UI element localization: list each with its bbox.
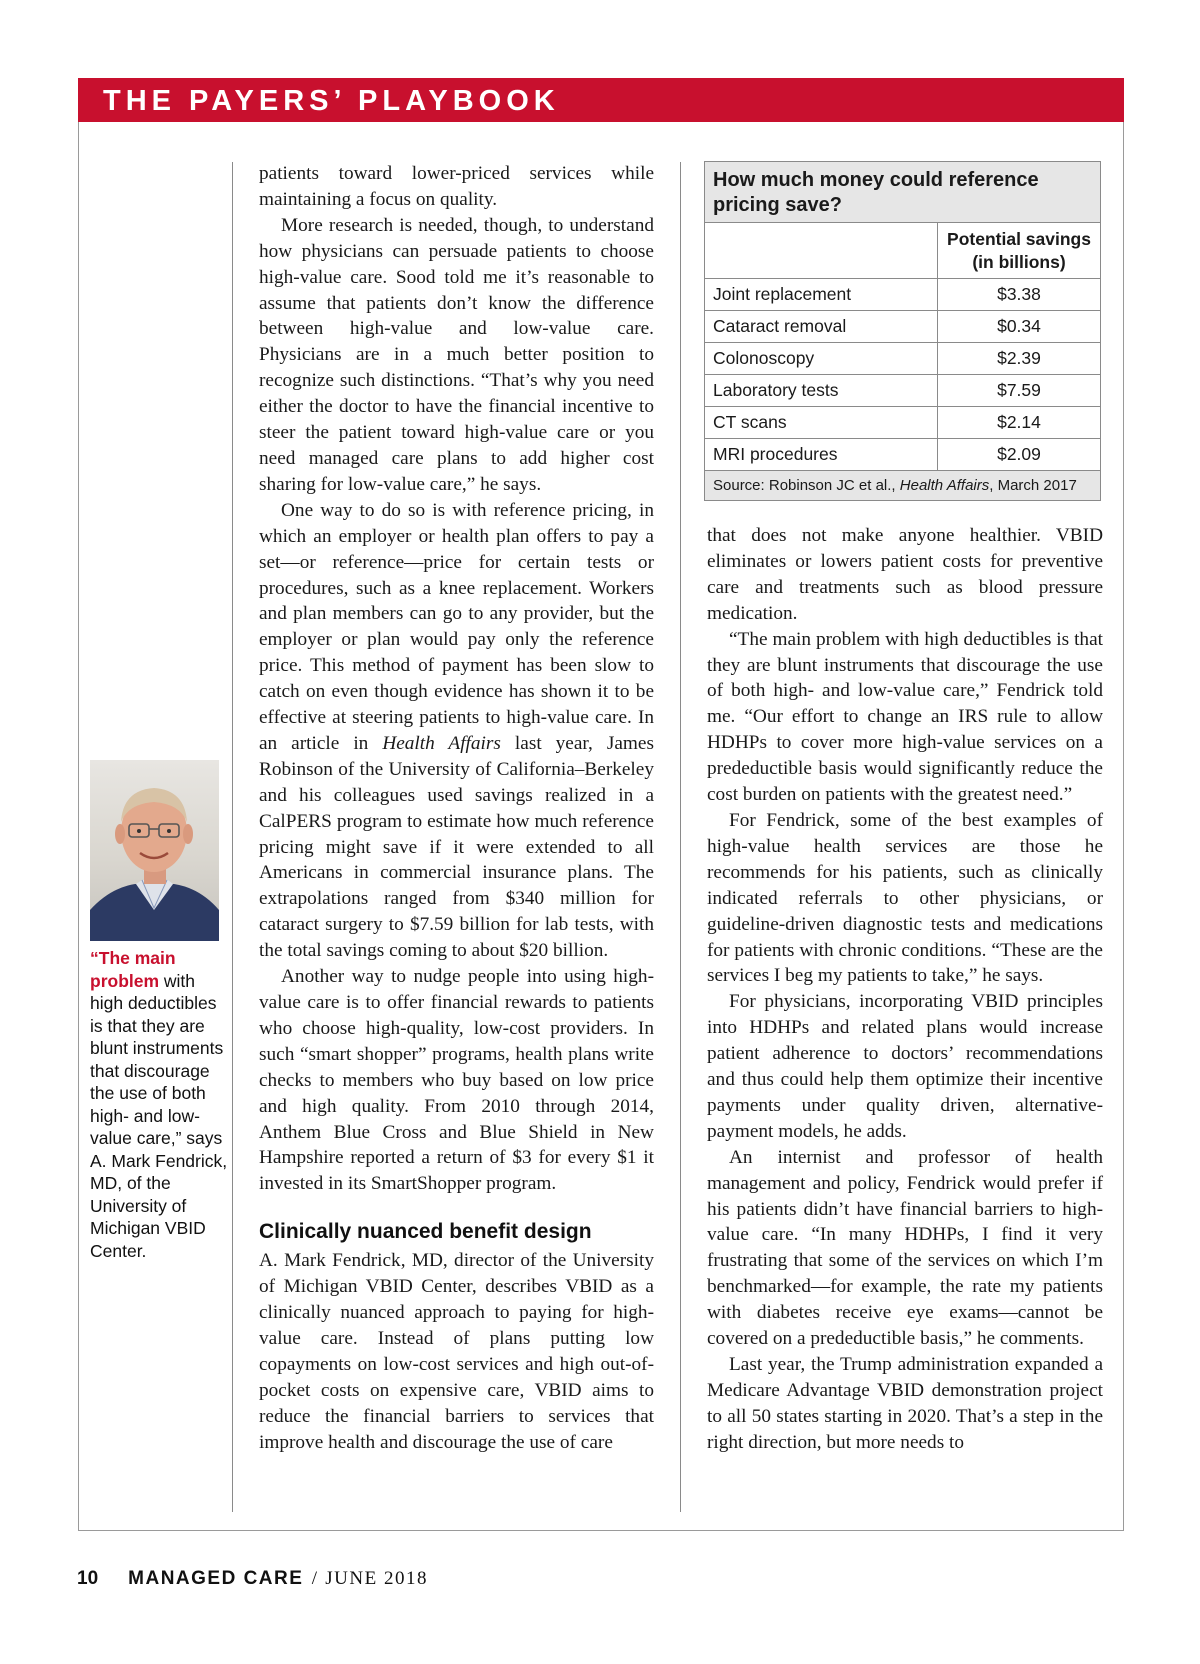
pull-quote-body: with high deductibles is that they are blunt instruments that discourage the use of both high- and low-value care,” says A. Mark Fendrick, MD, of the University of Michigan VBID Center.	[90, 970, 228, 1261]
row-label: Laboratory tests	[705, 375, 938, 407]
paragraph: For physicians, incorporating VBID principles into HDHPs and related plans would increase patient adherence to doctors’ recommendations and thus could help them optimize their incentive payments under quality driven, alternative-payment models, he adds.	[707, 991, 1103, 1142]
paragraph: patients toward lower-priced services while maintaining a focus on quality.	[259, 163, 654, 210]
magazine-name: MANAGED CARE	[128, 1568, 304, 1589]
pull-quote	[90, 947, 232, 1262]
column-divider	[232, 162, 233, 1512]
paragraph	[259, 498, 654, 964]
page-number: 10	[77, 1568, 99, 1589]
section-heading: Clinically nuanced benefit design	[259, 1220, 592, 1244]
row-label: Joint replacement	[705, 279, 938, 311]
paragraph: “The main problem with high deductibles is that they are blunt instruments that discourage the use of both high- and low-value care,” Fendrick told me. “Our effort to change an IRS rule to allow HDHPs to cover more high-value services on a predeductible basis would significantly reduce the cost burden on patients with the greatest need.”	[707, 628, 1103, 806]
paragraph: A. Mark Fendrick, MD, director of the University of Michigan VBID Center, describes VBID as a clinically nuanced approach to paying for high-value care. Instead of plans putting low copayments on low-cost services and high out-of-pocket costs on expensive care, VBID aims to reduce the financial barriers to services that improve health and discourage the use of care	[259, 1250, 654, 1453]
table-row	[705, 343, 1100, 375]
savings-table	[704, 161, 1101, 501]
table-header-blank	[705, 223, 938, 279]
source-text: , March 2017	[989, 477, 1077, 494]
portrait-illustration	[90, 760, 219, 941]
page-footer	[77, 1568, 428, 1590]
paragraph: An internist and professor of health management and policy, Fendrick would prefer if his patients didn’t have financial barriers to high-value care. “In many HDHPs, I find it very frustrating that some of the services on which I’m benchmarked—for example, the rate my patients with diabetes receive eye exams—cannot be covered on a predeductible basis,” he comments.	[707, 1146, 1103, 1350]
table-row	[705, 407, 1100, 439]
row-label: Cataract removal	[705, 311, 938, 343]
row-value: $3.38	[938, 279, 1101, 311]
row-value: $2.14	[938, 407, 1101, 439]
table-header-row	[705, 223, 1100, 279]
pull-quote-lead: “The main problem	[90, 948, 176, 991]
row-label: MRI procedures	[705, 439, 938, 471]
table-row	[705, 311, 1100, 343]
paragraph: Last year, the Trump administration expanded a Medicare Advantage VBID demonstration project to all 50 states starting in 2020. That’s a step in the right direction, but more needs to	[707, 1354, 1103, 1453]
paragraph: More research is needed, though, to understand how physicians can persuade patients to choose high-value care. Sood told me it’s reasonable to assume that patients don’t know the difference between high-value and low-value care. Physicians are in a much better position to recognize such distinctions. “That’s why you need either the doctor to have the financial incentive to steer the patient toward high-value care or you need managed care plans to add higher cost sharing for low-value care,” he says.	[259, 214, 654, 495]
journal-name: Health Affairs	[382, 732, 501, 754]
paragraph: Another way to nudge people into using high-value care is to offer financial rewards to patients who choose high-quality, low-cost providers. In such “smart shopper” programs, health plans write checks to members who buy based on low price and high quality. From 2010 through 2014, Anthem Blue Cross and Blue Shield in New Hampshire reported a return of $3 for every $1 it invested in its SmartShopper program.	[259, 966, 654, 1195]
source-journal: Health Affairs	[899, 477, 990, 494]
sidebar	[90, 760, 232, 1262]
row-value: $2.09	[938, 439, 1101, 471]
table-row	[705, 439, 1100, 471]
issue-date: JUNE 2018	[325, 1568, 428, 1589]
footer-separator: /	[311, 1568, 317, 1589]
table-row	[705, 279, 1100, 311]
paragraph-text: last year, James Robinson of the University of California–Berkeley and his colleagues used savings realized in a CalPERS program to estimate how much reference pricing might save if it were extended to all Americans in commercial insurance plans. The extrapolations ranged from $340 million for cataract surgery to $7.59 billion for lab tests, with the total savings coming to about $20 billion.	[259, 732, 654, 962]
section-title: THE PAYERS’ PLAYBOOK	[103, 85, 560, 117]
article-column-1	[259, 161, 654, 1456]
row-value: $2.39	[938, 343, 1101, 375]
row-label: CT scans	[705, 407, 938, 439]
paragraph: that does not make anyone healthier. VBID eliminates or lowers patient costs for preventive care and treatments such as blood pressure medication.	[707, 525, 1103, 624]
row-value: $0.34	[938, 311, 1101, 343]
table-column-header	[938, 223, 1101, 279]
section-banner	[78, 78, 1124, 122]
savings-table-grid	[705, 223, 1100, 471]
paragraph-text: One way to do so is with reference pricing, in which an employer or health plan offers to pay a set—or reference—price for certain tests or procedures, such as a knee replacement. Workers and plan members can go to any provider, but the employer or plan would pay only the reference price. This method of payment has been slow to catch on even though evidence has shown it to be effective at steering patients to high-value care. In an article in	[259, 499, 654, 754]
source-text: Source: Robinson JC et al.,	[713, 477, 900, 494]
author-photo	[90, 760, 219, 941]
table-row	[705, 375, 1100, 407]
article-column-2	[707, 523, 1103, 1456]
table-source	[705, 471, 1100, 500]
column-header-line: Potential savings	[947, 228, 1091, 249]
paragraph: For Fendrick, some of the best examples of high-value health services are those he recommends for his patients, such as clinically indicated referrals to other physicians, or guideline-driven diagnostic tests and medications for patients with chronic conditions. “These are the services I beg my patients to take,” he says.	[707, 809, 1103, 987]
column-divider	[680, 162, 681, 1512]
row-label: Colonoscopy	[705, 343, 938, 375]
table-title: How much money could reference pricing save?	[705, 162, 1100, 223]
row-value: $7.59	[938, 375, 1101, 407]
column-header-line: (in billions)	[972, 251, 1066, 272]
